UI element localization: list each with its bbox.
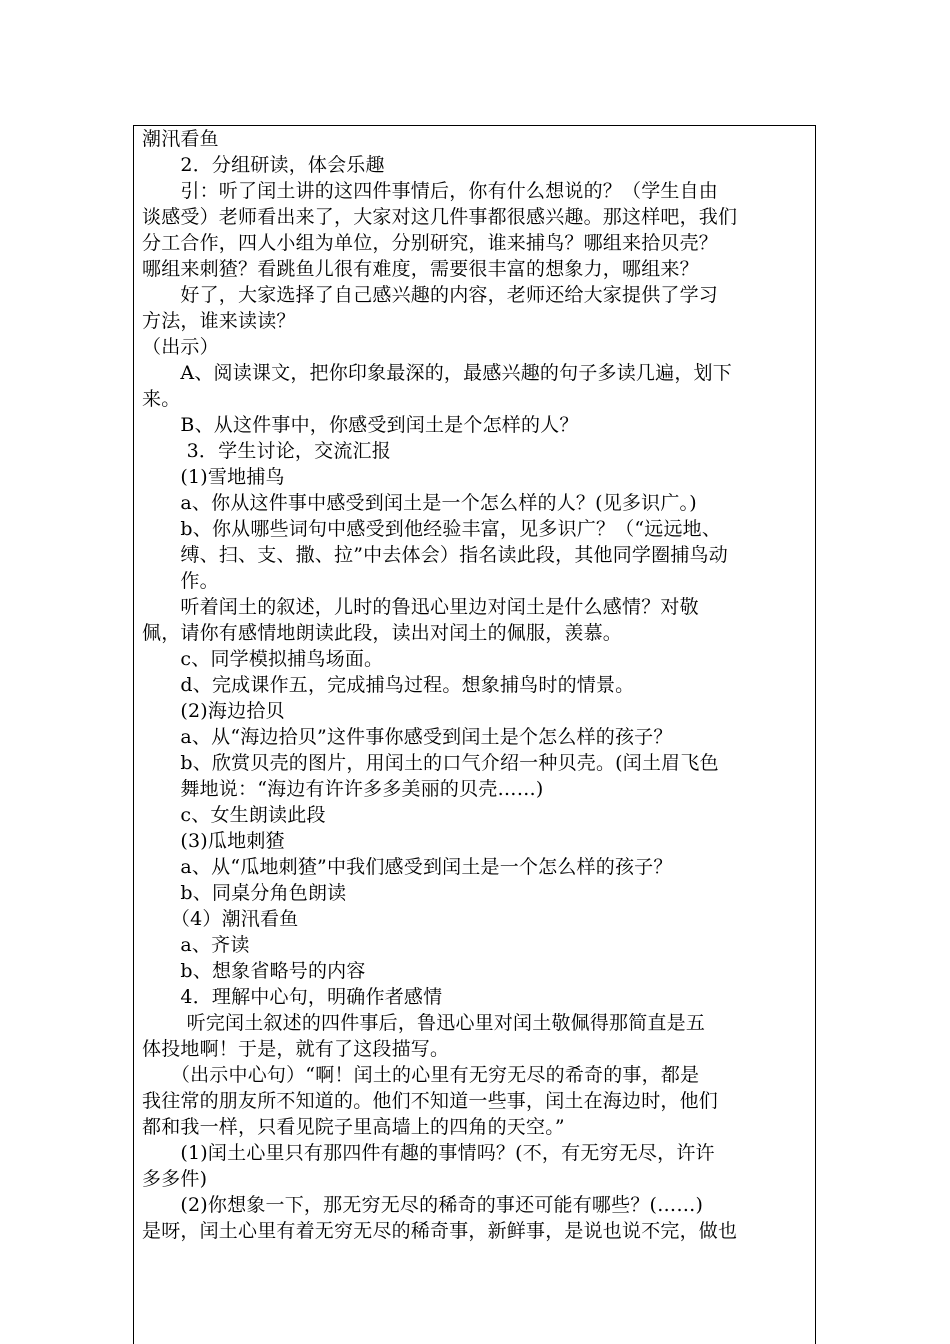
text-line: a、你从这件事中感受到闰土是一个怎么样的人？(见多识广。): [142, 492, 697, 514]
text-line: 来。: [142, 388, 181, 410]
text-line: （出示中心句）“啊！闰土的心里有无穷无尽的希奇的事，都是: [142, 1064, 700, 1086]
text-line: 我往常的朋友所不知道的。他们不知道一些事，闰土在海边时，他们: [142, 1090, 719, 1112]
text-line: （4）潮汛看鱼: [142, 908, 299, 930]
text-line: c、女生朗读此段: [142, 804, 326, 826]
text-line: （出示）: [142, 336, 219, 358]
text-line: 听着闰土的叙述，儿时的鲁迅心里边对闰土是什么感情？对敬: [142, 596, 699, 618]
text-line: c、同学模拟捕鸟场面。: [142, 648, 384, 670]
text-line: 分工合作，四人小组为单位，分别研究，谁来捕鸟？哪组来拾贝壳？: [142, 232, 719, 254]
text-line: 方法，谁来读读？: [142, 310, 296, 332]
text-line: 体投地啊！于是，就有了这段描写。: [142, 1038, 450, 1060]
text-line: b、同桌分角色朗读: [142, 882, 347, 904]
text-line: 舞地说：“海边有许许多多美丽的贝壳……): [142, 778, 544, 800]
text-line: a、从“瓜地刺猹”中我们感受到闰土是一个怎么样的孩子？: [142, 856, 673, 878]
table-cell-frame: [133, 125, 816, 1344]
text-line: 作。: [142, 570, 219, 592]
text-line: a、齐读: [142, 934, 250, 956]
text-line: (2)你想象一下，那无穷无尽的稀奇的事还可能有哪些？(……): [142, 1194, 704, 1216]
text-line: d、完成课作五，完成捕鸟过程。想象捕鸟时的情景。: [142, 674, 635, 696]
text-line: b、欣赏贝壳的图片，用闰土的口气介绍一种贝壳。(闰土眉飞色: [142, 752, 719, 774]
text-line: b、想象省略号的内容: [142, 960, 366, 982]
text-line: 3．学生讨论，交流汇报: [142, 440, 391, 462]
text-line: (1)雪地捕鸟: [142, 466, 285, 488]
text-line: 佩，请你有感情地朗读此段，读出对闰土的佩服，羡慕。: [142, 622, 623, 644]
text-line: 引：听了闰土讲的这四件事情后，你有什么想说的？（学生自由: [142, 180, 719, 202]
text-line: 哪组来刺猹？看跳鱼儿很有难度，需要很丰富的想象力，哪组来？: [142, 258, 699, 280]
text-line: A、阅读课文，把你印象最深的，最感兴趣的句子多读几遍，划下: [142, 362, 732, 384]
text-line: (1)闰土心里只有那四件有趣的事情吗？(不，有无穷无尽，许许: [142, 1142, 715, 1164]
text-line: 4．理解中心句，明确作者感情: [142, 986, 443, 1008]
text-line: 是呀，闰土心里有着无穷无尽的稀奇事，新鲜事，是说也说不完，做也: [142, 1220, 738, 1242]
text-line: (3)瓜地刺猹: [142, 830, 285, 852]
text-line: a、从“海边拾贝”这件事你感受到闰土是个怎么样的孩子？: [142, 726, 673, 748]
text-line: 缚、扫、支、撒、拉”中去体会）指名读此段，其他同学圈捕鸟动: [142, 544, 728, 566]
text-line: b、你从哪些词句中感受到他经验丰富，见多识广？（“远远地、: [142, 518, 722, 540]
text-line: (2)海边拾贝: [142, 700, 285, 722]
text-line: 多多件): [142, 1168, 208, 1190]
text-line: 听完闰土叙述的四件事后，鲁迅心里对闰土敬佩得那简直是五: [142, 1012, 706, 1034]
text-line: 潮汛看鱼: [142, 128, 219, 150]
text-line: B、从这件事中，你感受到闰土是个怎样的人？: [142, 414, 579, 436]
text-line: 好了，大家选择了自己感兴趣的内容，老师还给大家提供了学习: [142, 284, 719, 306]
text-line: 2．分组研读，体会乐趣: [142, 154, 385, 176]
document-body: [142, 126, 808, 1244]
text-line: 谈感受）老师看出来了，大家对这几件事都很感兴趣。那这样吧，我们: [142, 206, 738, 228]
text-line: 都和我一样，只看见院子里高墙上的四角的天空。”: [142, 1116, 565, 1138]
